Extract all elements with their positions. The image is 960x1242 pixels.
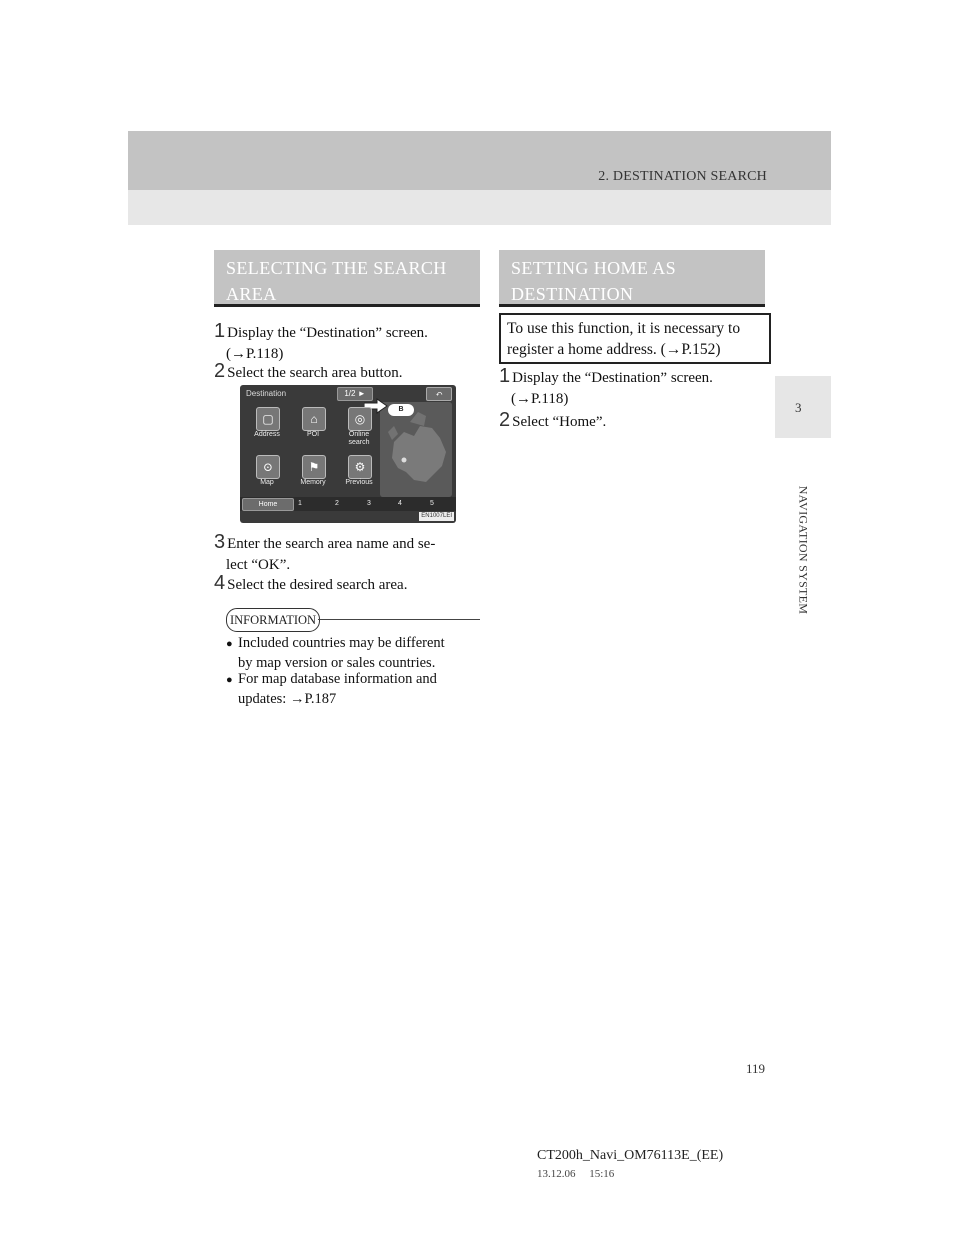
step-number: 3: [214, 531, 226, 553]
step-text: Enter the search area name and se-: [227, 536, 436, 552]
page-indicator-button[interactable]: 1/2 ►: [337, 387, 373, 401]
memory-slot-5[interactable]: 5: [430, 500, 434, 507]
information-label: INFORMATION: [226, 608, 320, 632]
bullet-icon: ●: [226, 638, 233, 650]
step-2: [214, 361, 480, 384]
memory-slot-2[interactable]: 2: [335, 500, 339, 507]
home-button[interactable]: Home: [242, 498, 294, 511]
step-text: Select “Home”.: [512, 414, 607, 430]
compass-icon: ⊙: [256, 455, 280, 479]
europe-map: [380, 402, 452, 497]
info-text-cont: by map version or sales countries.: [238, 655, 436, 671]
destination-screen-illustration: [240, 385, 456, 523]
address-icon: ▢: [256, 407, 280, 431]
button-label: Map: [260, 479, 274, 486]
previous-button[interactable]: [336, 453, 382, 497]
section-heading-search-area: [214, 250, 480, 307]
flag-icon: ⚑: [302, 455, 326, 479]
step-text: Select the search area button.: [227, 365, 403, 381]
button-label: Memory: [300, 479, 326, 486]
online-search-button[interactable]: [336, 405, 382, 449]
bullet-icon: ●: [226, 674, 233, 686]
globe-icon: ◎: [348, 407, 372, 431]
info-item-2: [226, 670, 478, 709]
back-icon[interactable]: ↶: [426, 387, 452, 401]
button-label: Address: [254, 431, 280, 438]
info-text: For map database information and: [238, 671, 437, 687]
step-number: 2: [214, 360, 226, 382]
document-id: CT200h_Navi_OM76113E_(EE): [537, 1148, 724, 1163]
step-text-cont: (→P.118): [226, 346, 284, 362]
step-text-cont: (→P.118): [511, 391, 569, 407]
poi-button[interactable]: [290, 405, 336, 449]
section-heading-home: [499, 250, 765, 307]
poi-icon: ⌂: [302, 407, 326, 431]
chapter-number: 3: [795, 400, 802, 415]
map-shape: [380, 402, 452, 497]
address-button[interactable]: [244, 405, 290, 449]
section-title: 2. DESTINATION SEARCH: [598, 169, 767, 184]
home-step-1: [499, 366, 765, 410]
prerequisite-note: To use this function, it is necessary to register a home address. (→P.152): [499, 313, 771, 364]
memory-slot-4[interactable]: 4: [398, 500, 402, 507]
step-4: [214, 573, 480, 596]
header-subband: [128, 190, 831, 225]
memory-slot-3[interactable]: 3: [367, 500, 371, 507]
info-text: Included countries may be different: [238, 635, 445, 651]
screen-title: Destination: [246, 389, 287, 398]
section-heading-text: SETTING HOME AS DESTINATION: [511, 258, 677, 304]
step-text: Display the “Destination” screen.: [512, 370, 713, 386]
step-number: 1: [214, 320, 226, 342]
chapter-label-container: [775, 455, 831, 655]
step-text: Select the desired search area.: [227, 577, 408, 593]
chapter-label: NAVIGATION SYSTEM: [796, 485, 811, 615]
home-step-2: [499, 410, 765, 433]
step-1: [214, 321, 480, 365]
step-number: 2: [499, 409, 511, 431]
page-number: 119: [746, 1061, 766, 1076]
button-label: POI: [306, 431, 320, 438]
step-text: Display the “Destination” screen.: [227, 325, 428, 341]
memory-slot-1[interactable]: 1: [298, 500, 302, 507]
step-3: [214, 532, 480, 576]
button-label: Online search: [348, 431, 370, 446]
chapter-tab: [775, 376, 831, 438]
information-rule: [318, 619, 480, 620]
info-text-cont: updates: →P.187: [238, 691, 337, 707]
image-code: EN1007LEI: [421, 513, 452, 519]
button-label: Previous: [345, 479, 373, 486]
step-text-cont: lect “OK”.: [226, 557, 291, 573]
step-number: 4: [214, 572, 226, 594]
map-button[interactable]: [244, 453, 290, 497]
section-heading-text: SELECTING THE SEARCH AREA: [226, 258, 447, 304]
step-number: 1: [499, 365, 511, 387]
print-timestamp: 13.12.06 15:16: [537, 1168, 615, 1180]
memory-button[interactable]: [290, 453, 336, 497]
search-area-button[interactable]: B: [388, 404, 414, 416]
history-icon: ⚙: [348, 455, 372, 479]
info-item-1: [226, 634, 478, 673]
